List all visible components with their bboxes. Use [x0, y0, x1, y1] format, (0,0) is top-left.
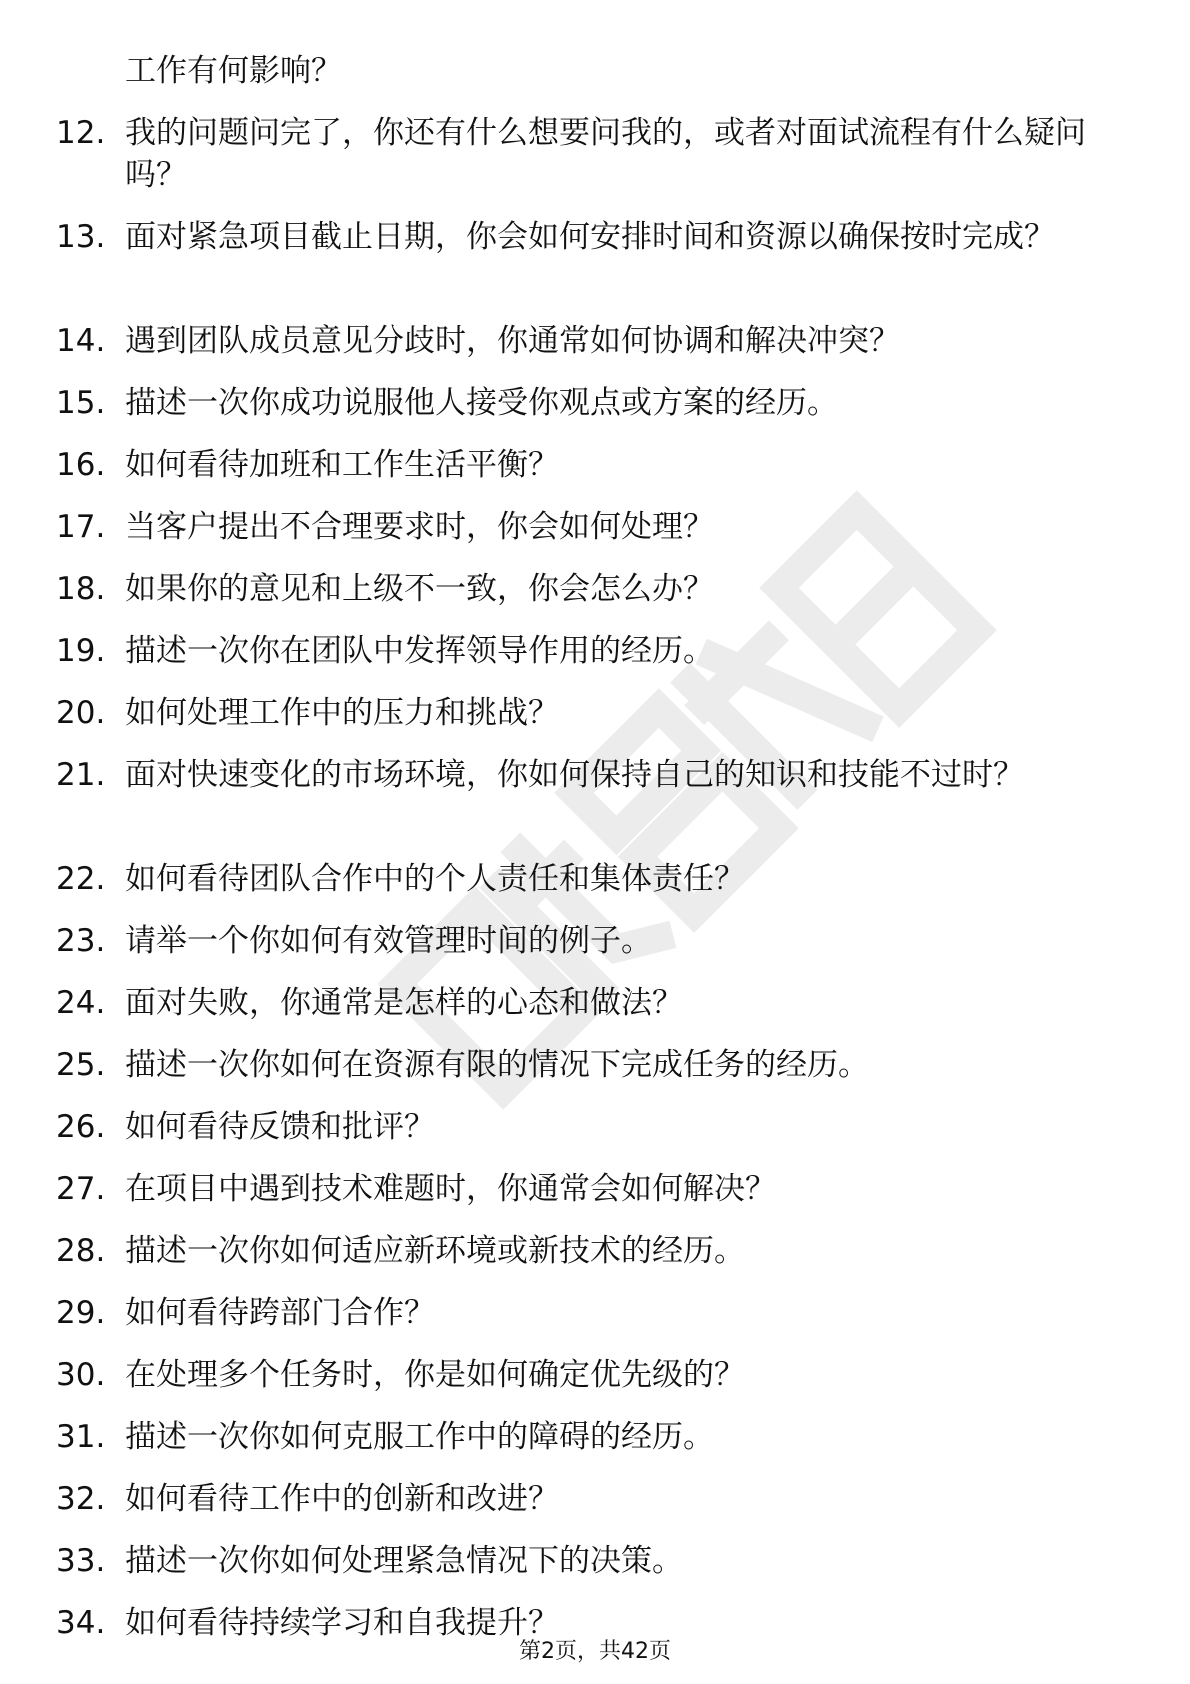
- question-number: 15.: [56, 385, 106, 421]
- question-text: 描述一次你成功说服他人接受你观点或方案的经历。: [125, 385, 838, 421]
- question-number: 12.: [56, 115, 106, 151]
- list-item: [0, 506, 1190, 568]
- question-text: 遇到团队成员意见分歧时，你通常如何协调和解决冲突？: [125, 323, 900, 359]
- question-number: 18.: [56, 571, 106, 607]
- list-item: [0, 1292, 1190, 1354]
- question-text: 描述一次你如何处理紧急情况下的决策。: [125, 1543, 683, 1579]
- question-number: 30.: [56, 1357, 106, 1393]
- list-item: [0, 382, 1190, 444]
- question-number: 20.: [56, 695, 106, 731]
- list-item: [0, 1416, 1190, 1478]
- question-text: 当客户提出不合理要求时，你会如何处理？: [125, 509, 714, 545]
- question-text: 如何看待团队合作中的个人责任和集体责任？: [125, 861, 745, 897]
- list-item: [0, 1044, 1190, 1106]
- question-text: 如何处理工作中的压力和挑战？: [125, 695, 559, 731]
- question-number: 26.: [56, 1109, 106, 1145]
- question-number: 16.: [56, 447, 106, 483]
- question-text: 在处理多个任务时，你是如何确定优先级的？: [125, 1357, 745, 1393]
- question-text: 如何看待持续学习和自我提升？: [125, 1605, 559, 1641]
- question-text: 描述一次你如何适应新环境或新技术的经历。: [125, 1233, 745, 1269]
- question-text: 描述一次你如何在资源有限的情况下完成任务的经历。: [125, 1047, 869, 1083]
- continuation-text: 工作有何影响？: [125, 53, 342, 89]
- question-text: 描述一次你如何克服工作中的障碍的经历。: [125, 1419, 714, 1455]
- list-item: [0, 1354, 1190, 1416]
- list-item: [0, 982, 1190, 1044]
- question-text: 如何看待跨部门合作？: [125, 1295, 435, 1331]
- question-number: 25.: [56, 1047, 106, 1083]
- question-number: 13.: [56, 219, 106, 255]
- list-item: [0, 1168, 1190, 1230]
- question-number: 28.: [56, 1233, 106, 1269]
- question-text: 面对紧急项目截止日期，你会如何安排时间和资源以确保按时完成？: [125, 219, 1055, 255]
- list-item: [0, 692, 1190, 754]
- question-number: 23.: [56, 923, 106, 959]
- list-item: [0, 754, 1190, 858]
- list-item: [0, 1540, 1190, 1602]
- question-number: 31.: [56, 1419, 106, 1455]
- question-text: 如何看待工作中的创新和改进？: [125, 1481, 559, 1517]
- page-footer: 第2页，共42页: [519, 1639, 671, 1664]
- question-text: 描述一次你在团队中发挥领导作用的经历。: [125, 633, 714, 669]
- list-item: [0, 858, 1190, 920]
- question-text: 如何看待反馈和批评？: [125, 1109, 435, 1145]
- list-item: [0, 1230, 1190, 1292]
- question-number: 14.: [56, 323, 106, 359]
- question-text: 在项目中遇到技术难题时，你通常会如何解决？: [125, 1171, 776, 1207]
- question-number: 22.: [56, 861, 106, 897]
- question-number: 34.: [56, 1605, 106, 1641]
- question-number: 17.: [56, 509, 106, 545]
- list-item: [0, 216, 1190, 320]
- list-item: [0, 920, 1190, 982]
- list-item: [0, 320, 1190, 382]
- list-item: [0, 1478, 1190, 1540]
- question-number: 29.: [56, 1295, 106, 1331]
- question-number: 32.: [56, 1481, 106, 1517]
- list-item: [0, 568, 1190, 630]
- list-item: [0, 444, 1190, 506]
- question-number: 21.: [56, 757, 106, 793]
- question-number: 27.: [56, 1171, 106, 1207]
- question-text: 面对失败，你通常是怎样的心态和做法？: [125, 985, 683, 1021]
- list-item: [0, 630, 1190, 692]
- question-list: [0, 112, 1190, 1664]
- question-text: 面对快速变化的市场环境，你如何保持自己的知识和技能不过时？: [125, 757, 1024, 793]
- question-text: 如何看待加班和工作生活平衡？: [125, 447, 559, 483]
- question-text: 如果你的意见和上级不一致，你会怎么办？: [125, 571, 714, 607]
- list-item: [0, 1106, 1190, 1168]
- question-number: 19.: [56, 633, 106, 669]
- question-number: 24.: [56, 985, 106, 1021]
- question-text: 我的问题问完了，你还有什么想要问我的，或者对面试流程有什么疑问吗？: [125, 115, 1086, 193]
- question-number: 33.: [56, 1543, 106, 1579]
- list-item: [0, 112, 1190, 216]
- question-text: 请举一个你如何有效管理时间的例子。: [125, 923, 652, 959]
